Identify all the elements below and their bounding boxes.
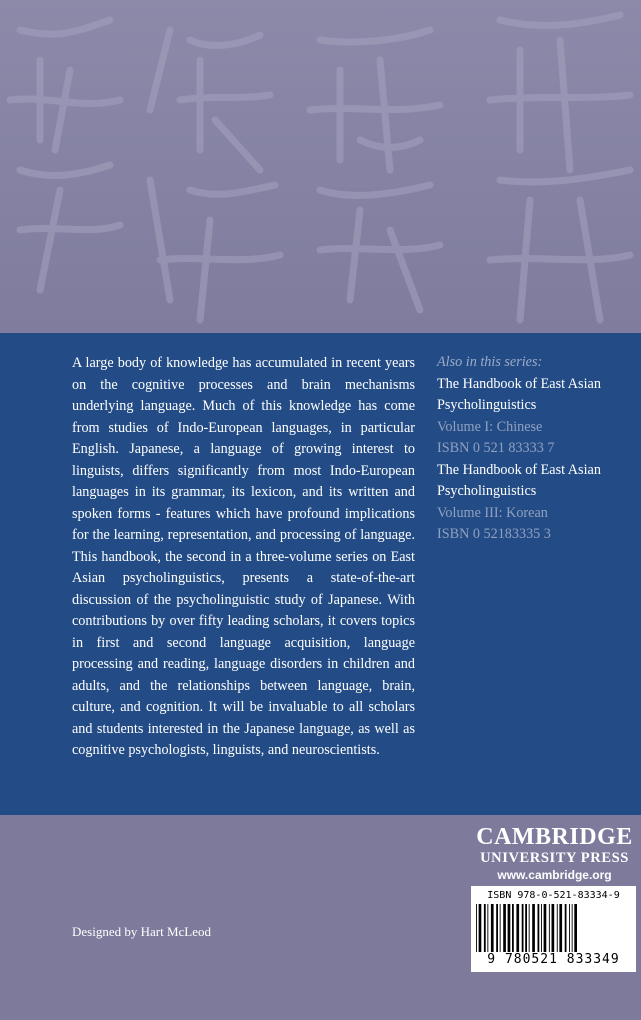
publisher-name: CAMBRIDGE bbox=[476, 824, 633, 850]
barcode-bar bbox=[476, 904, 477, 952]
barcode-bar bbox=[532, 904, 535, 952]
barcode-isbn: ISBN 978-0-521-83334-9 bbox=[487, 890, 620, 901]
barcode-bar bbox=[538, 904, 540, 952]
barcode-bar bbox=[559, 904, 562, 952]
publisher-logo bbox=[472, 824, 637, 884]
barcode-digits: 9 780521 833349 bbox=[487, 952, 620, 967]
publisher-subname: UNIVERSITY PRESS bbox=[480, 850, 629, 866]
barcode-bar bbox=[484, 904, 486, 952]
series-book-title: The Handbook of East Asian Psycholinguistics bbox=[437, 375, 601, 413]
barcode-bars bbox=[475, 904, 632, 952]
barcode-bar bbox=[529, 904, 530, 952]
barcode-bar bbox=[479, 904, 482, 952]
barcode-bar bbox=[574, 904, 577, 952]
series-book-volume: Volume III: Korean bbox=[437, 504, 548, 521]
barcode-bar bbox=[549, 904, 550, 952]
series-book-title: The Handbook of East Asian Psycholinguistics bbox=[437, 461, 601, 499]
barcode-bar bbox=[496, 904, 498, 952]
publisher-url: www.cambridge.org bbox=[497, 868, 612, 882]
barcode-bar bbox=[569, 904, 570, 952]
series-heading: Also in this series: bbox=[437, 354, 543, 370]
barcode-bar bbox=[572, 904, 573, 952]
barcode-bar bbox=[557, 904, 558, 952]
barcode-bar bbox=[522, 904, 524, 952]
barcode-bar bbox=[487, 904, 488, 952]
series-book-isbn: ISBN 0 521 83333 7 bbox=[437, 440, 555, 456]
barcode-bar bbox=[512, 904, 514, 952]
series-list bbox=[437, 352, 637, 546]
barcode-bar bbox=[500, 904, 501, 952]
series-book-isbn: ISBN 0 52183335 3 bbox=[437, 526, 551, 542]
barcode-bar bbox=[552, 904, 555, 952]
calligraphy-artwork bbox=[0, 0, 641, 333]
barcode-bar bbox=[525, 904, 527, 952]
designer-credit: Designed by Hart McLeod bbox=[72, 924, 211, 939]
series-book-volume: Volume I: Chinese bbox=[437, 418, 543, 435]
barcode-bar bbox=[544, 904, 547, 952]
calligraphy-background bbox=[0, 0, 641, 333]
barcode-bar bbox=[503, 904, 506, 952]
barcode-bar bbox=[541, 904, 542, 952]
barcode-bar bbox=[565, 904, 567, 952]
barcode-bar bbox=[516, 904, 519, 952]
barcode-bar bbox=[491, 904, 494, 952]
barcode-bar bbox=[508, 904, 511, 952]
book-description: A large body of knowledge has accumulated in recent years on the cognitive processes and brain mechanisms underlying language. Much of this knowledge has come from studies of Indo-European languages, in particular English. Japanese, a language of growing interest to linguists, differs significantly from most Indo-European languages in its grammar, its lexicon, and its written and spoken forms - features which have profound implications for the learning, representation, and processing of language. This handbook, the second in a three-volume series on East Asian psycholinguistics, presents a state-of-the-art discussion of the psycholinguistic study of Japanese. With contributions by over fifty leading scholars, it covers topics in first and second language acquisition, language processing and reading, language disorders in children and adults, and the relationships between language, brain, culture, and cognition. It will be invaluable to all scholars and students interested in the Japanese language, as well as cognitive psychologists, linguists, and neuroscientists. bbox=[72, 355, 415, 758]
barcode bbox=[471, 886, 636, 972]
